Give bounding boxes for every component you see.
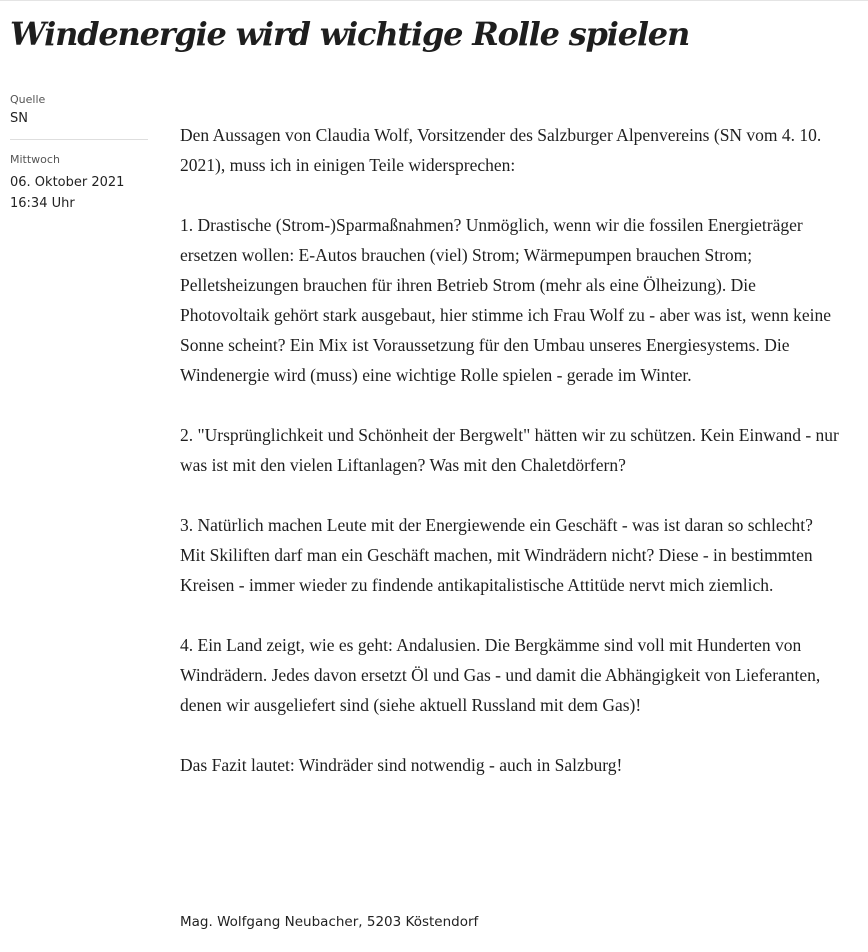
source-block xyxy=(10,92,148,140)
source-value: SN xyxy=(10,111,28,126)
conclusion-paragraph: Das Fazit lautet: Windräder sind notwendig - auch in Salzburg! xyxy=(180,755,623,775)
source-label: Quelle xyxy=(10,93,46,106)
date-block xyxy=(10,152,148,214)
top-divider xyxy=(0,0,868,1)
point-4-paragraph: 4. Ein Land zeigt, wie es geht: Andalusien. Die Bergkämme sind voll mit Hunderten von Windrädern. Jedes davon ersetzt Öl und Gas - und damit die Abhängigkeit von Lieferanten, denen wir ausgeliefert sind (siehe aktuell Russland mit dem Gas)! xyxy=(180,635,821,715)
point-3-paragraph: 3. Natürlich machen Leute mit der Energiewende ein Geschäft - was ist daran so schlecht? Mit Skiliften darf man ein Geschäft machen, mit Windrädern nicht? Diese - in bestimmten Kreisen - immer wieder zu findende antikapitalistische Attitüde nervt mich ziemlich. xyxy=(180,515,813,595)
point-1-paragraph: 1. Drastische (Strom-)Sparmaßnahmen? Unmöglich, wenn wir die fossilen Energieträger ersetzen wollen: E-Autos brauchen (viel) Strom; Wärmepumpen brauchen Strom; Pelletsheizungen brauchen für ihren Betrieb Strom (mehr als eine Ölheizung). Die Photovoltaik gehört stark ausgebaut, hier stimme ich Frau Wolf zu - aber was ist, wenn keine Sonne scheint? Ein Mix ist Voraussetzung für den Umbau unseres Energiesystems. Die Windenergie wird (muss) eine wichtige Rolle spielen - gerade im Winter. xyxy=(180,215,831,385)
letter-body xyxy=(180,120,840,810)
publish-date: 06. Oktober 2021 xyxy=(10,175,125,190)
weekday-label: Mittwoch xyxy=(10,153,60,166)
publish-time: 16:34 Uhr xyxy=(10,196,75,211)
author-signature: Mag. Wolfgang Neubacher, 5203 Köstendorf xyxy=(180,914,479,930)
intro-paragraph: Den Aussagen von Claudia Wolf, Vorsitzender des Salzburger Alpenvereins (SN vom 4. 10. 2021), muss ich in einigen Teile widersprechen: xyxy=(180,125,822,175)
article-title: Windenergie wird wichtige Rolle spielen xyxy=(10,15,690,53)
article-meta xyxy=(10,92,148,214)
point-2-paragraph: 2. "Ursprünglichkeit und Schönheit der Bergwelt" hätten wir zu schützen. Kein Einwand - nur was ist mit den vielen Liftanlagen? Was mit den Chaletdörfern? xyxy=(180,425,839,475)
